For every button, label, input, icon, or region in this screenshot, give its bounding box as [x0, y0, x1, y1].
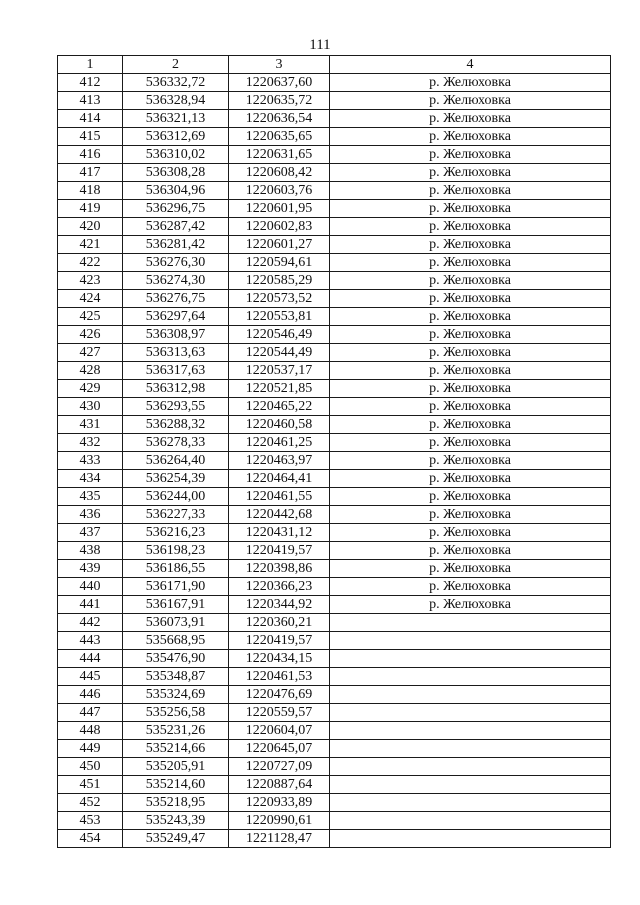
y-coordinate-cell: 1220602,83 [229, 218, 330, 236]
x-coordinate-cell: 536312,98 [123, 380, 229, 398]
point-number-cell: 418 [58, 182, 123, 200]
y-coordinate-cell: 1220465,22 [229, 398, 330, 416]
description-cell: р. Желюховка [330, 218, 611, 236]
y-coordinate-cell: 1220360,21 [229, 614, 330, 632]
y-coordinate-cell: 1220933,89 [229, 794, 330, 812]
description-cell: р. Желюховка [330, 164, 611, 182]
table-row [58, 200, 611, 218]
description-cell [330, 722, 611, 740]
point-number-cell: 421 [58, 236, 123, 254]
x-coordinate-cell: 536308,97 [123, 326, 229, 344]
x-coordinate-cell: 536171,90 [123, 578, 229, 596]
y-coordinate-cell: 1220594,61 [229, 254, 330, 272]
description-cell [330, 758, 611, 776]
description-cell: р. Желюховка [330, 326, 611, 344]
table-row [58, 596, 611, 614]
point-number-cell: 433 [58, 452, 123, 470]
description-cell [330, 686, 611, 704]
x-coordinate-cell: 535218,95 [123, 794, 229, 812]
description-cell: р. Желюховка [330, 254, 611, 272]
x-coordinate-cell: 535214,66 [123, 740, 229, 758]
description-cell: р. Желюховка [330, 236, 611, 254]
table-row [58, 830, 611, 848]
description-cell: р. Желюховка [330, 578, 611, 596]
y-coordinate-cell: 1220553,81 [229, 308, 330, 326]
description-cell: р. Желюховка [330, 380, 611, 398]
point-number-cell: 443 [58, 632, 123, 650]
y-coordinate-cell: 1220635,72 [229, 92, 330, 110]
y-coordinate-cell: 1220603,76 [229, 182, 330, 200]
column-header-3: 3 [229, 56, 330, 74]
point-number-cell: 444 [58, 650, 123, 668]
table-row [58, 380, 611, 398]
x-coordinate-cell: 535348,87 [123, 668, 229, 686]
point-number-cell: 430 [58, 398, 123, 416]
y-coordinate-cell: 1220434,15 [229, 650, 330, 668]
y-coordinate-cell: 1220631,65 [229, 146, 330, 164]
y-coordinate-cell: 1220585,29 [229, 272, 330, 290]
table-row [58, 632, 611, 650]
x-coordinate-cell: 535256,58 [123, 704, 229, 722]
point-number-cell: 424 [58, 290, 123, 308]
point-number-cell: 446 [58, 686, 123, 704]
y-coordinate-cell: 1220476,69 [229, 686, 330, 704]
table-row [58, 776, 611, 794]
description-cell [330, 614, 611, 632]
x-coordinate-cell: 536313,63 [123, 344, 229, 362]
point-number-cell: 432 [58, 434, 123, 452]
description-cell: р. Желюховка [330, 344, 611, 362]
table-row [58, 254, 611, 272]
point-number-cell: 412 [58, 74, 123, 92]
point-number-cell: 438 [58, 542, 123, 560]
table-header [58, 56, 611, 74]
table-row [58, 92, 611, 110]
x-coordinate-cell: 535214,60 [123, 776, 229, 794]
description-cell: р. Желюховка [330, 362, 611, 380]
point-number-cell: 420 [58, 218, 123, 236]
description-cell: р. Желюховка [330, 200, 611, 218]
x-coordinate-cell: 536276,30 [123, 254, 229, 272]
coordinates-table [57, 55, 611, 848]
description-cell: р. Желюховка [330, 488, 611, 506]
point-number-cell: 413 [58, 92, 123, 110]
table-row [58, 740, 611, 758]
x-coordinate-cell: 535476,90 [123, 650, 229, 668]
table-row [58, 218, 611, 236]
point-number-cell: 436 [58, 506, 123, 524]
y-coordinate-cell: 1220727,09 [229, 758, 330, 776]
header-row [58, 56, 611, 74]
point-number-cell: 445 [58, 668, 123, 686]
x-coordinate-cell: 536328,94 [123, 92, 229, 110]
description-cell: р. Желюховка [330, 560, 611, 578]
x-coordinate-cell: 536227,33 [123, 506, 229, 524]
y-coordinate-cell: 1220645,07 [229, 740, 330, 758]
description-cell: р. Желюховка [330, 434, 611, 452]
table-row [58, 110, 611, 128]
point-number-cell: 428 [58, 362, 123, 380]
x-coordinate-cell: 536278,33 [123, 434, 229, 452]
y-coordinate-cell: 1220344,92 [229, 596, 330, 614]
y-coordinate-cell: 1220461,25 [229, 434, 330, 452]
point-number-cell: 422 [58, 254, 123, 272]
point-number-cell: 434 [58, 470, 123, 488]
y-coordinate-cell: 1220521,85 [229, 380, 330, 398]
x-coordinate-cell: 536216,23 [123, 524, 229, 542]
table-row [58, 794, 611, 812]
table-row [58, 146, 611, 164]
y-coordinate-cell: 1220604,07 [229, 722, 330, 740]
y-coordinate-cell: 1220887,64 [229, 776, 330, 794]
table-row [58, 524, 611, 542]
x-coordinate-cell: 536254,39 [123, 470, 229, 488]
table-body [58, 74, 611, 848]
description-cell [330, 812, 611, 830]
y-coordinate-cell: 1220544,49 [229, 344, 330, 362]
y-coordinate-cell: 1220366,23 [229, 578, 330, 596]
table-row [58, 326, 611, 344]
x-coordinate-cell: 536321,13 [123, 110, 229, 128]
point-number-cell: 447 [58, 704, 123, 722]
x-coordinate-cell: 535205,91 [123, 758, 229, 776]
description-cell: р. Желюховка [330, 308, 611, 326]
description-cell: р. Желюховка [330, 506, 611, 524]
point-number-cell: 451 [58, 776, 123, 794]
y-coordinate-cell: 1220559,57 [229, 704, 330, 722]
y-coordinate-cell: 1220537,17 [229, 362, 330, 380]
x-coordinate-cell: 536308,28 [123, 164, 229, 182]
y-coordinate-cell: 1220442,68 [229, 506, 330, 524]
y-coordinate-cell: 1220419,57 [229, 632, 330, 650]
table-row [58, 182, 611, 200]
y-coordinate-cell: 1220431,12 [229, 524, 330, 542]
x-coordinate-cell: 535324,69 [123, 686, 229, 704]
point-number-cell: 431 [58, 416, 123, 434]
y-coordinate-cell: 1220460,58 [229, 416, 330, 434]
x-coordinate-cell: 536198,23 [123, 542, 229, 560]
point-number-cell: 442 [58, 614, 123, 632]
description-cell: р. Желюховка [330, 416, 611, 434]
point-number-cell: 425 [58, 308, 123, 326]
table-row [58, 488, 611, 506]
point-number-cell: 453 [58, 812, 123, 830]
point-number-cell: 441 [58, 596, 123, 614]
page-number: 111 [309, 37, 331, 53]
y-coordinate-cell: 1220398,86 [229, 560, 330, 578]
table-row [58, 560, 611, 578]
point-number-cell: 448 [58, 722, 123, 740]
description-cell [330, 830, 611, 848]
table-row [58, 542, 611, 560]
y-coordinate-cell: 1220608,42 [229, 164, 330, 182]
table-row [58, 686, 611, 704]
description-cell: р. Желюховка [330, 182, 611, 200]
y-coordinate-cell: 1221128,47 [229, 830, 330, 848]
x-coordinate-cell: 536297,64 [123, 308, 229, 326]
description-cell: р. Желюховка [330, 542, 611, 560]
y-coordinate-cell: 1220601,95 [229, 200, 330, 218]
y-coordinate-cell: 1220546,49 [229, 326, 330, 344]
x-coordinate-cell: 536332,72 [123, 74, 229, 92]
x-coordinate-cell: 536073,91 [123, 614, 229, 632]
column-header-2: 2 [123, 56, 229, 74]
table-row [58, 704, 611, 722]
y-coordinate-cell: 1220601,27 [229, 236, 330, 254]
y-coordinate-cell: 1220636,54 [229, 110, 330, 128]
description-cell: р. Желюховка [330, 290, 611, 308]
table-row [58, 722, 611, 740]
point-number-cell: 452 [58, 794, 123, 812]
x-coordinate-cell: 536304,96 [123, 182, 229, 200]
point-number-cell: 426 [58, 326, 123, 344]
x-coordinate-cell: 536317,63 [123, 362, 229, 380]
x-coordinate-cell: 536312,69 [123, 128, 229, 146]
description-cell: р. Желюховка [330, 596, 611, 614]
description-cell [330, 740, 611, 758]
y-coordinate-cell: 1220461,55 [229, 488, 330, 506]
description-cell [330, 650, 611, 668]
y-coordinate-cell: 1220463,97 [229, 452, 330, 470]
point-number-cell: 450 [58, 758, 123, 776]
table-row [58, 758, 611, 776]
x-coordinate-cell: 536293,55 [123, 398, 229, 416]
description-cell [330, 776, 611, 794]
description-cell: р. Желюховка [330, 110, 611, 128]
x-coordinate-cell: 536167,91 [123, 596, 229, 614]
column-header-1: 1 [58, 56, 123, 74]
table-row [58, 362, 611, 380]
x-coordinate-cell: 535243,39 [123, 812, 229, 830]
description-cell: р. Желюховка [330, 92, 611, 110]
y-coordinate-cell: 1220990,61 [229, 812, 330, 830]
y-coordinate-cell: 1220464,41 [229, 470, 330, 488]
x-coordinate-cell: 536310,02 [123, 146, 229, 164]
description-cell [330, 794, 611, 812]
table-row [58, 290, 611, 308]
description-cell: р. Желюховка [330, 398, 611, 416]
y-coordinate-cell: 1220419,57 [229, 542, 330, 560]
point-number-cell: 437 [58, 524, 123, 542]
table-row [58, 650, 611, 668]
table-row [58, 74, 611, 92]
x-coordinate-cell: 536296,75 [123, 200, 229, 218]
y-coordinate-cell: 1220637,60 [229, 74, 330, 92]
table-row [58, 668, 611, 686]
point-number-cell: 419 [58, 200, 123, 218]
table-row [58, 416, 611, 434]
point-number-cell: 429 [58, 380, 123, 398]
x-coordinate-cell: 536288,32 [123, 416, 229, 434]
table-row [58, 272, 611, 290]
description-cell: р. Желюховка [330, 524, 611, 542]
table-row [58, 434, 611, 452]
point-number-cell: 454 [58, 830, 123, 848]
x-coordinate-cell: 536274,30 [123, 272, 229, 290]
table-row [58, 812, 611, 830]
table-row [58, 344, 611, 362]
point-number-cell: 449 [58, 740, 123, 758]
point-number-cell: 439 [58, 560, 123, 578]
x-coordinate-cell: 536186,55 [123, 560, 229, 578]
table-row [58, 470, 611, 488]
x-coordinate-cell: 535668,95 [123, 632, 229, 650]
description-cell: р. Желюховка [330, 272, 611, 290]
x-coordinate-cell: 536244,00 [123, 488, 229, 506]
point-number-cell: 440 [58, 578, 123, 596]
table-row [58, 506, 611, 524]
table-row [58, 398, 611, 416]
point-number-cell: 417 [58, 164, 123, 182]
x-coordinate-cell: 536276,75 [123, 290, 229, 308]
description-cell: р. Желюховка [330, 74, 611, 92]
table-row [58, 578, 611, 596]
table-row [58, 452, 611, 470]
column-header-4: 4 [330, 56, 611, 74]
description-cell: р. Желюховка [330, 452, 611, 470]
x-coordinate-cell: 535249,47 [123, 830, 229, 848]
x-coordinate-cell: 536287,42 [123, 218, 229, 236]
table-row [58, 614, 611, 632]
point-number-cell: 414 [58, 110, 123, 128]
x-coordinate-cell: 536281,42 [123, 236, 229, 254]
description-cell: р. Желюховка [330, 128, 611, 146]
description-cell [330, 704, 611, 722]
table-row [58, 308, 611, 326]
y-coordinate-cell: 1220573,52 [229, 290, 330, 308]
point-number-cell: 423 [58, 272, 123, 290]
description-cell [330, 632, 611, 650]
table-row [58, 164, 611, 182]
table-row [58, 236, 611, 254]
table-row [58, 128, 611, 146]
point-number-cell: 435 [58, 488, 123, 506]
description-cell: р. Желюховка [330, 470, 611, 488]
point-number-cell: 415 [58, 128, 123, 146]
point-number-cell: 427 [58, 344, 123, 362]
description-cell [330, 668, 611, 686]
x-coordinate-cell: 535231,26 [123, 722, 229, 740]
x-coordinate-cell: 536264,40 [123, 452, 229, 470]
y-coordinate-cell: 1220635,65 [229, 128, 330, 146]
y-coordinate-cell: 1220461,53 [229, 668, 330, 686]
point-number-cell: 416 [58, 146, 123, 164]
description-cell: р. Желюховка [330, 146, 611, 164]
